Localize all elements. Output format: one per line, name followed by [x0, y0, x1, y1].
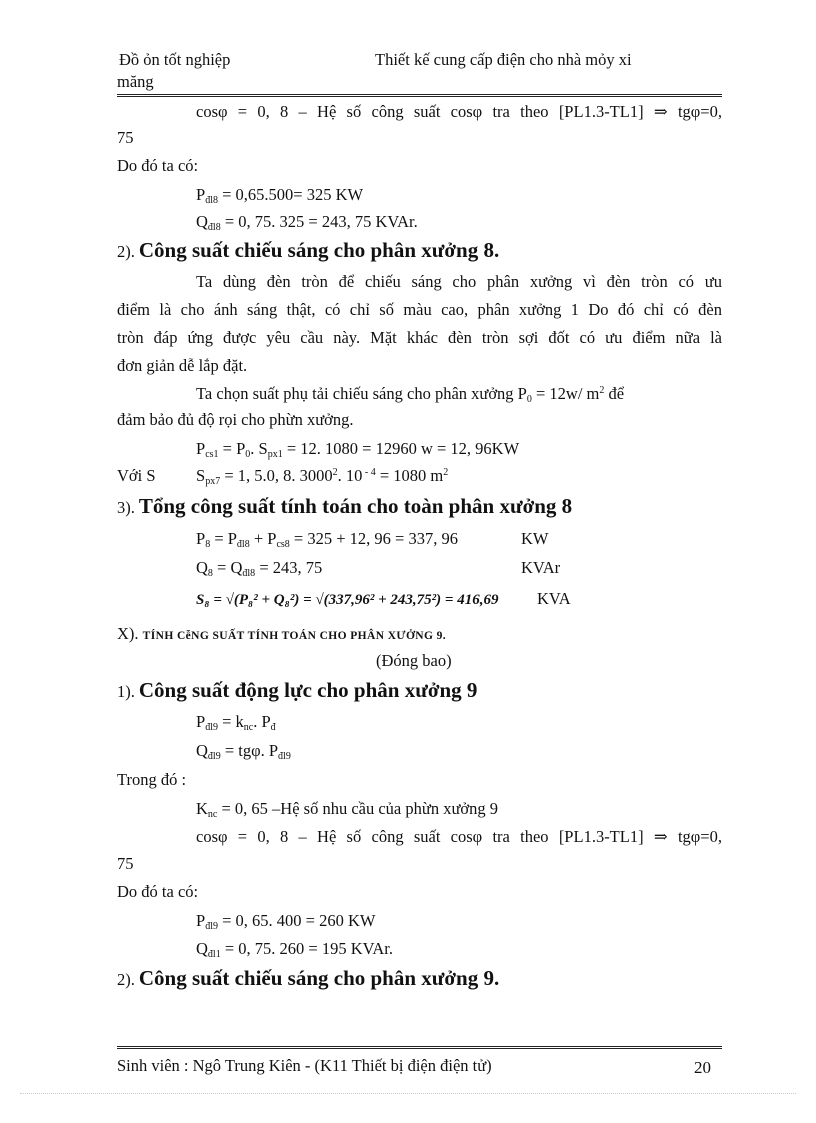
header-title-left-cont: măng: [117, 72, 154, 91]
section-heading: 2). Công suất chiếu sáng cho phân xưởng 9.: [117, 966, 500, 990]
header-title-left: Đồ ỏn tốt nghiệp: [119, 50, 231, 69]
header-rule-2: [117, 96, 722, 97]
formula-p9: $P_{đl9} = 0$, 65. 400 = 260 KW: [196, 911, 376, 932]
footer-rule-2: [117, 1048, 722, 1049]
section-heading: 1). Công suất động lực cho phân xưởng 9: [117, 678, 478, 702]
formula-p8: $P_8 = P_{đl8} + P_{cs8} = 325 + 12$, 96 = 337, 96: [196, 529, 458, 550]
text-label: Với S: [117, 466, 156, 485]
text-line: Do đó ta có:: [117, 156, 199, 175]
section-heading: 3). Tổng công suất tính toán cho toàn phân xưởng 8: [117, 494, 573, 518]
paragraph-line: điểm là cho ánh sáng thật, có chỉ số màu cao, phân xưởng 1 Do đó chỉ có đèn: [117, 300, 722, 319]
page-edge-divider: [20, 1093, 796, 1094]
formula-p-dl8: $P_{đl8} = 0,65.500= 325$ KW: [196, 185, 364, 206]
formula-q8: $Q_8 = Q_{đl8} = 243$, 75: [196, 558, 323, 579]
header-rule: [117, 94, 722, 95]
paragraph-line: đơn giản dễ lắp đặt.: [117, 356, 248, 375]
formula-q-dl9: $Q_{đl9} = tg\varphi$. $P_{đl9}$: [196, 741, 291, 762]
formula-q9: $Q_{đl1} = 0$, 75. 260 = 195 KVAr.: [196, 939, 394, 960]
unit-label: KW: [521, 529, 549, 548]
section-heading: 2). Công suất chiếu sáng cho phân xưởng 8.: [117, 238, 500, 262]
paragraph-line: tròn đáp ứng được yêu cầu này. Mặt khác đèn tròn sợi đốt có ưu điểm nữa là: [117, 328, 722, 347]
footer-student: Sinh viên : Ngô Trung Kiên - (K11 Thiết bị điện điện tử): [117, 1056, 492, 1075]
text-line: cosφ = 0, 8 – Hệ số công suất cosφ tra theo [PL1.3-TL1] ⇒ tgφ=0,: [196, 102, 722, 121]
formula-knc: $K_{nc} = 0$, 65 –Hệ số nhu cầu của phừn xưởng 9: [196, 799, 498, 820]
formula-pcs1: $P_{cs1} = P_0$. $S_{px1} = 12$. 1080 = 12960 w = 12, 96KW: [196, 439, 520, 460]
text-line: 75: [117, 128, 134, 147]
unit-label: KVAr: [521, 558, 561, 577]
header-title-right: Thiết kế cung cấp điện cho nhà mỏy xi: [375, 50, 632, 69]
paragraph-line: Ta dùng đèn tròn để chiếu sáng cho phân xưởng vì đèn tròn có ưu: [196, 272, 722, 291]
text-line: Trong đó :: [117, 770, 187, 789]
formula-s8: S₈ = √(P₈² + Q₈²) = √(337,96² + 243,75²) = 416,69: [196, 592, 499, 608]
paragraph-line: đảm bảo đủ độ rọi cho phừn xưởng.: [117, 410, 354, 429]
formula-spx: $S_{px7} = 1$, 5.0, 8. 3000$^2$. 10 $^{- 4}$ = 1080 $m^2$: [196, 466, 449, 487]
page-number: 20: [694, 1058, 711, 1077]
footer-rule: [117, 1046, 722, 1047]
text-line: Do đó ta có:: [117, 882, 199, 901]
paragraph-line: Ta chọn suất phụ tải chiếu sáng cho phân xưởng $P_0 = 12w/$ $m^2$ để: [196, 384, 625, 405]
unit-label: KVA: [537, 589, 571, 608]
section-heading-x: X). TÍNH CễNG SUẤT TÍNH TOÁN CHO PHÂN XƯỞNG 9.: [117, 624, 447, 643]
text-line: cosφ = 0, 8 – Hệ số công suất cosφ tra theo [PL1.3-TL1] ⇒ tgφ=0,: [196, 827, 722, 846]
subtitle: (Đóng bao): [376, 651, 452, 670]
text-line: 75: [117, 854, 134, 873]
formula-p-dl9: $P_{đl9} = k_{nc}$. $P_đ$: [196, 712, 276, 733]
formula-q-dl8: $Q_{đl8} = 0$, 75. 325 = 243, 75 KVAr.: [196, 212, 418, 233]
